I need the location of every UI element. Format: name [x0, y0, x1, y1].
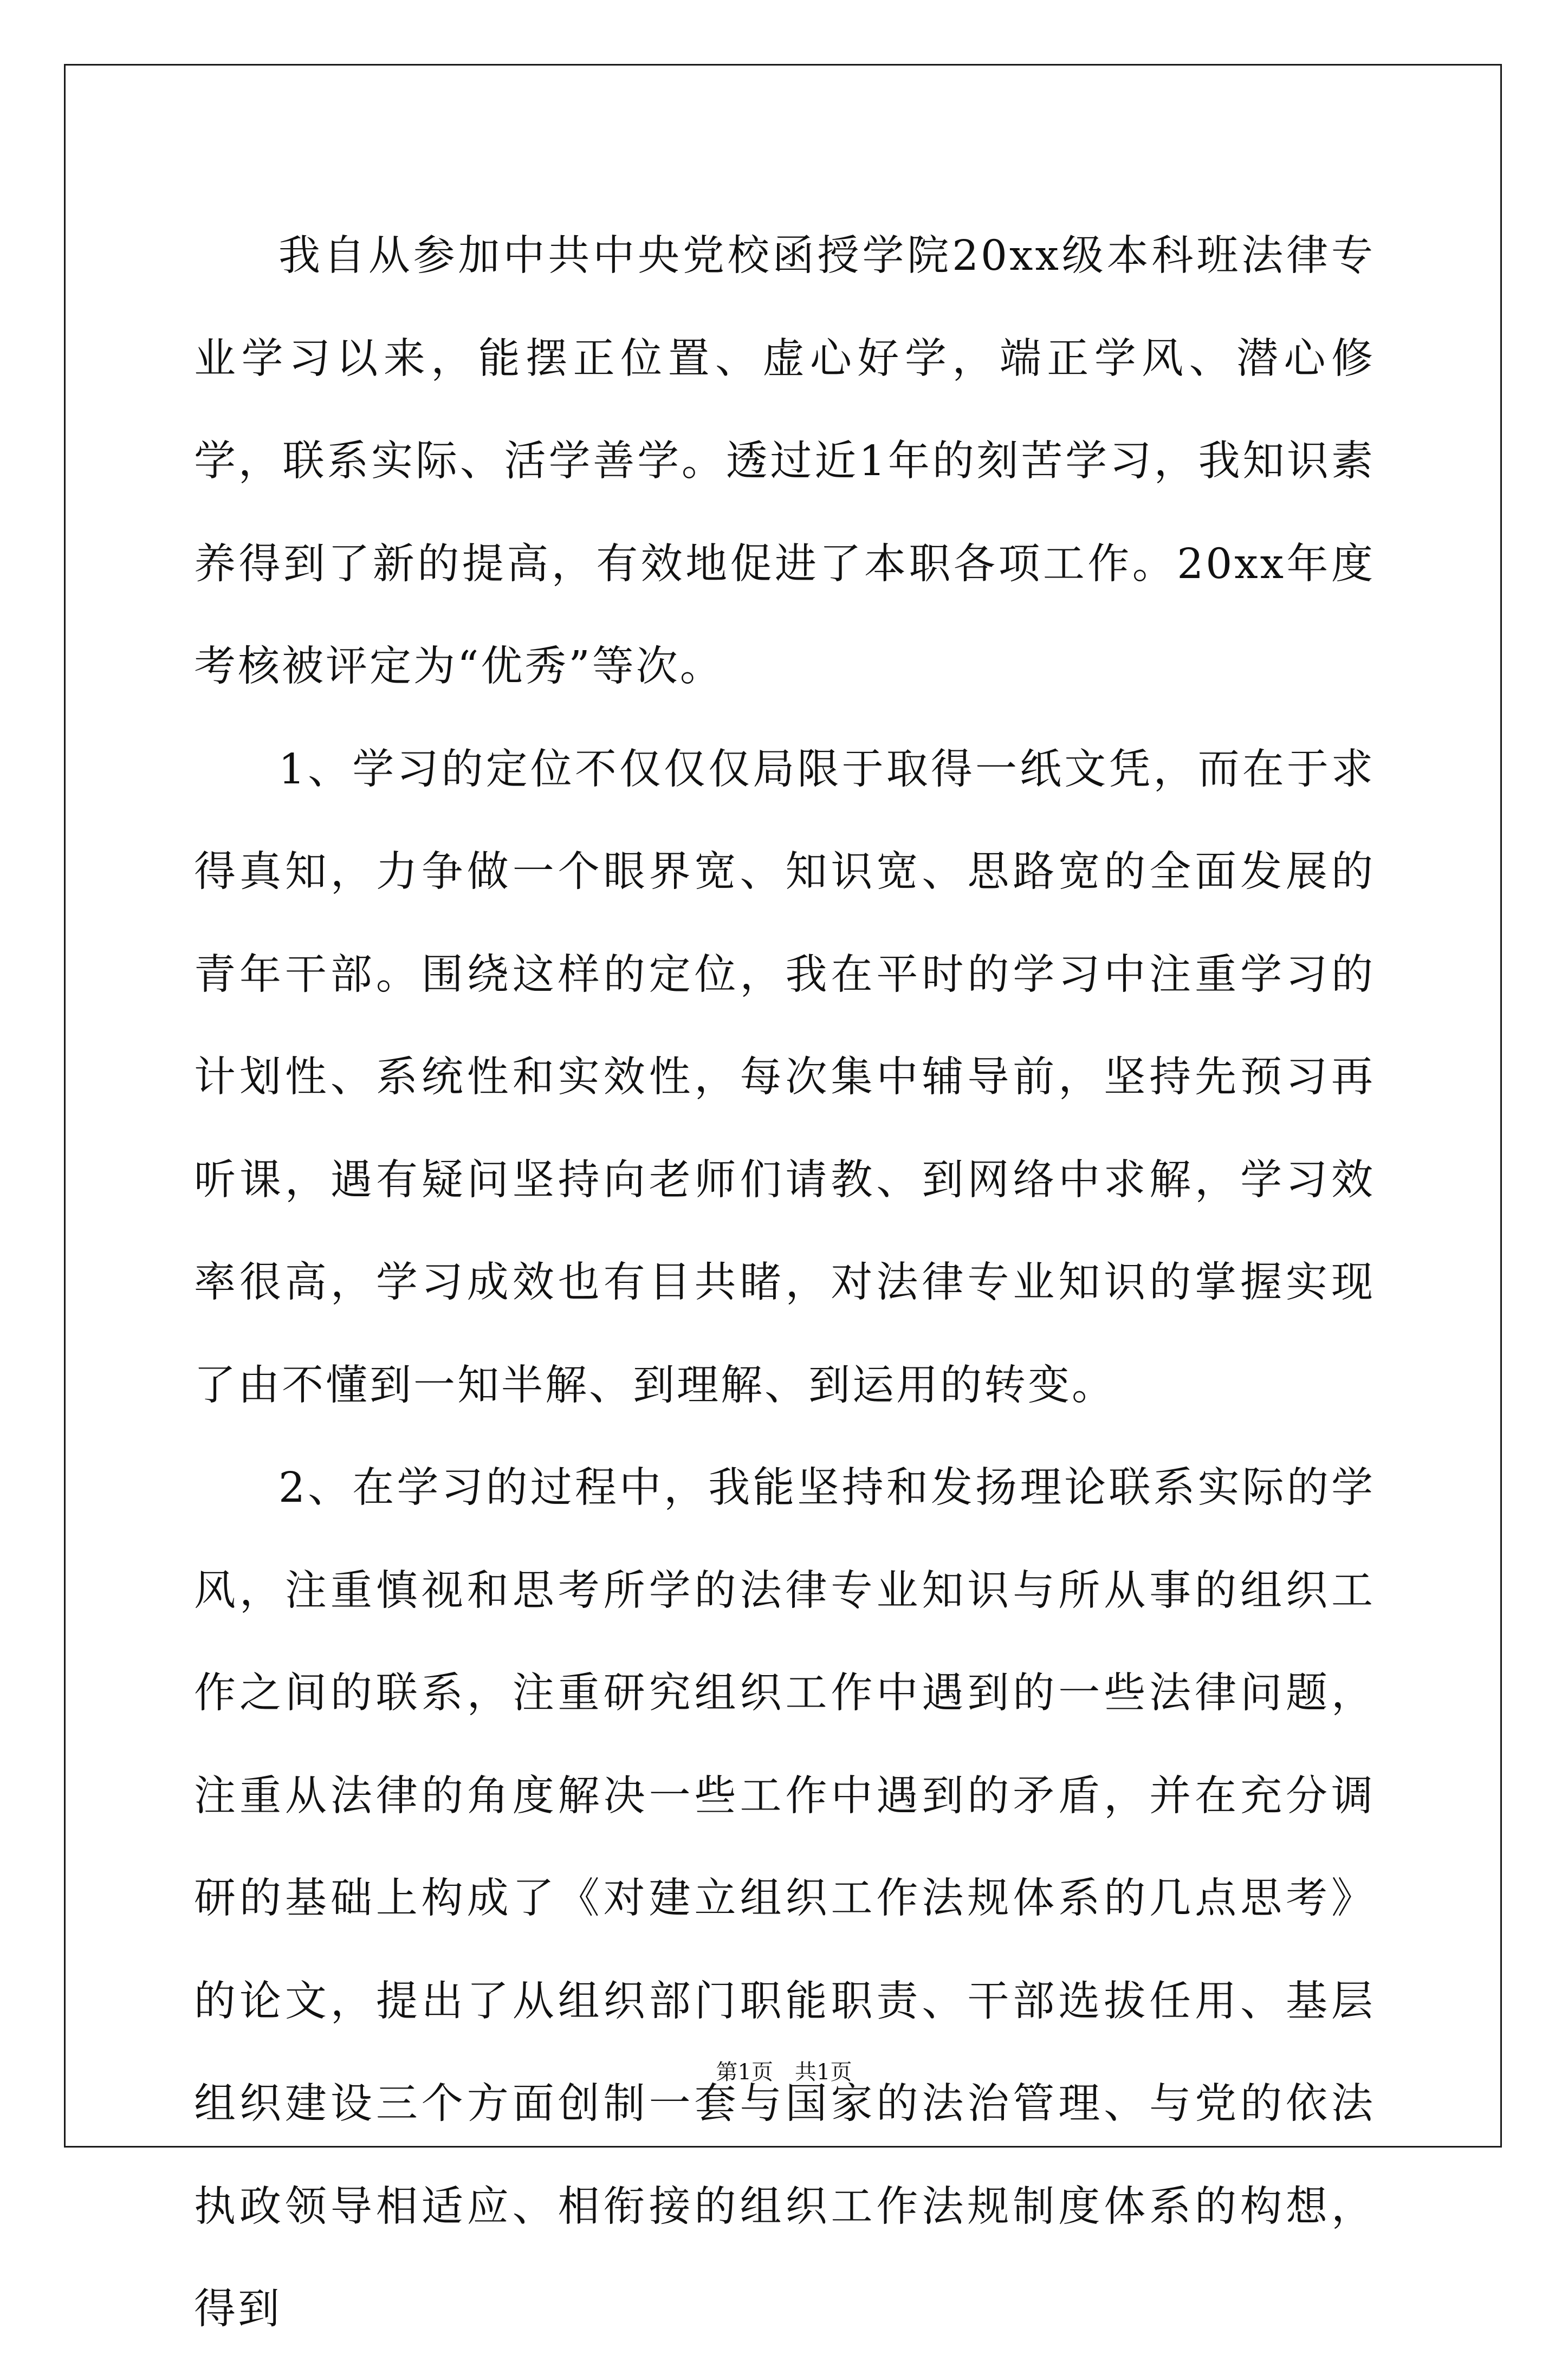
document-body: [194, 205, 1375, 2361]
page-number: 第1页: [716, 2060, 773, 2085]
page-total: 共1页: [795, 2060, 852, 2085]
paragraph-intro: 我自从参加中共中央党校函授学院20xx级本科班法律专业学习以来，能摆正位置、虚心好学，端正学风、潜心修学，联系实际、活学善学。透过近1年的刻苦学习，我知识素养得到了新的提高，有效地促进了本职各项工作。20xx年度考核被评定为“优秀”等次。: [194, 232, 1375, 691]
paragraph-point-2: 2、在学习的过程中，我能坚持和发扬理论联系实际的学风，注重慎视和思考所学的法律专业知识与所从事的组织工作之间的联系，注重研究组织工作中遇到的一些法律问题，注重从法律的角度解决一些工作中遇到的矛盾，并在充分调研的基础上构成了《对建立组织工作法规体系的几点思考》的论文，提出了从组织部门职能职责、干部选拔任用、基层组织建设三个方面创制一套与国家的法治管理、与党的依法执政领导相适应、相衔接的组织工作法规制度体系的构想，得到: [194, 1464, 1375, 2333]
paragraph-point-1: 1、学习的定位不仅仅仅局限于取得一纸文凭，而在于求得真知，力争做一个眼界宽、知识宽、思路宽的全面发展的青年干部。围绕这样的定位，我在平时的学习中注重学习的计划性、系统性和实效性，每次集中辅导前，坚持先预习再听课，遇有疑问坚持向老师们请教、到网络中求解，学习效率很高，学习成效也有目共睹，对法律专业知识的掌握实现了由不懂到一知半解、到理解、到运用的转变。: [194, 745, 1375, 1410]
page-footer: [0, 2056, 1568, 2088]
